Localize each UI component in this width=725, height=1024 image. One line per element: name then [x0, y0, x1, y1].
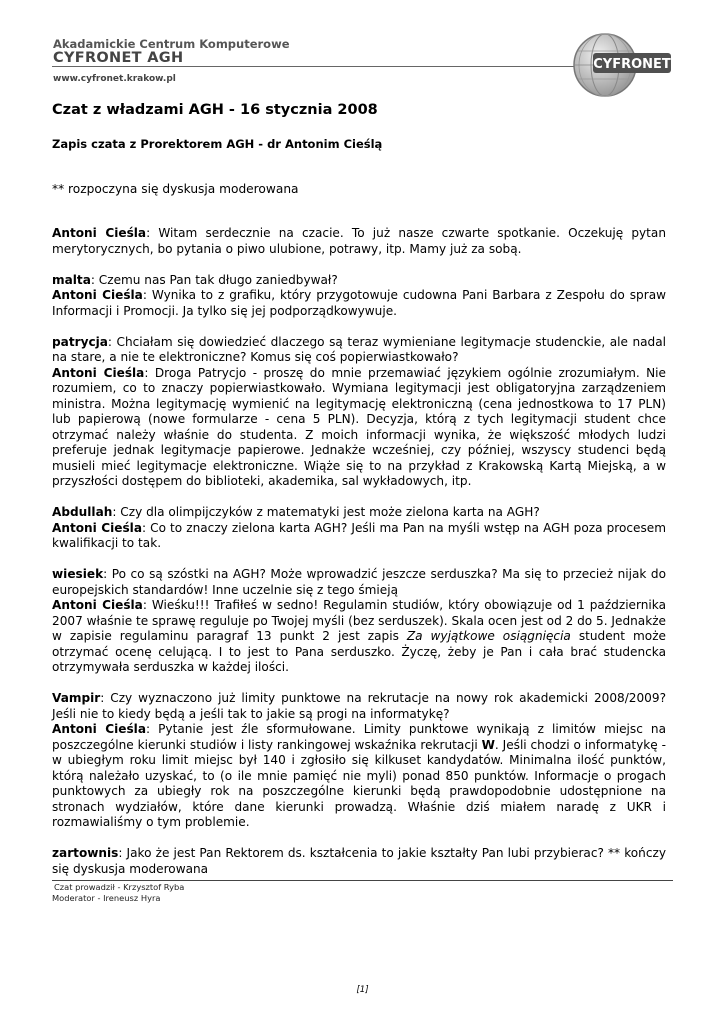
speaker-name: zartownis [52, 846, 119, 860]
message-text: student może otrzymać ocenę celującą. I to jest to Pana serduszko. Życzę, żeby je Pan i cała brać studencka otrzymywała serduszka w każdej ilości. [52, 629, 666, 674]
message-text: : Czy dla olimpijczyków z matematyki jest może zielona karta na AGH? [112, 505, 540, 519]
header-divider [52, 66, 608, 67]
message-text: : Co to znaczy zielona karta AGH? Jeśli ma Pan na myśli wstęp na AGH poza procesem kwalifikacji to tak. [52, 520, 666, 550]
chat-transcript [52, 226, 666, 893]
org-url: www.cyfronet.krakow.pl [53, 74, 176, 84]
speaker-name: malta [52, 272, 91, 287]
page-header [52, 35, 672, 95]
message-text: . Jeśli chodzi o informatykę - w ubiegłym roku limit miejsc był 140 i zgłosiło się kilkuset kandydatów. Minimalna ilość punktów, którą należało uzyskać, to (o ile mnie pamięć nie myli) ponad 850 punktów. Informacje o progach punktowych za ubiegły rok na poszczególne kierunki będą prawdopodobnie udostępnione na stronach wydziałów, które dane kierunki prowadzą. Właśnie dziś miałem naradę z UKR i rozmawialiśmy o tym problemie. [52, 737, 666, 829]
transcript-paragraph [52, 335, 666, 490]
org-name: Akadamickie Centrum Komputerowe [53, 37, 290, 51]
speaker-name: Vampir [52, 691, 101, 705]
speaker-name: Antoni Cieśla [52, 365, 145, 380]
message-text: : Wieśku!!! Trafiłeś w sedno! Regulamin studiów, który obowiązuje od 1 października 2007 właśnie te sprawę reguluje po Twojej myśli (bez serduszek). Skala ocen jest od 2 do 5. Jednakże w zapisie regulaminu paragraf 13 punkt 2 jest zapis [52, 598, 666, 643]
transcript-paragraph [52, 226, 666, 257]
footnote-divider [52, 880, 673, 881]
speaker-name: Antoni Cieśla [52, 722, 146, 736]
message-text: : Po co są szóstki na AGH? Może wprowadzić jeszcze serduszka? Ma się to przecież nijak do europejskich standardów! Inne uczelnie się z tego śmieją [52, 567, 666, 597]
speaker-name: wiesiek [52, 567, 104, 581]
org-title: CYFRONET AGH [53, 50, 184, 66]
message-text: : Wynika to z grafiku, który przygotowuje cudowna Pani Barbara z Zespołu do spraw Informacji i Promocji. Ja tylko się jej podporządkowywuje. [52, 288, 666, 318]
cyfronet-logo [567, 29, 675, 101]
speaker-name: Antoni Cieśla [52, 520, 142, 535]
transcript-paragraph [52, 505, 666, 552]
message-text: : Czemu nas Pan tak długo zaniedbywał? [90, 272, 338, 287]
speaker-name: Antoni Cieśla [52, 598, 143, 612]
transcript-paragraph [52, 691, 666, 831]
message-text: : Witam serdecznie na czacie. To już nasze czwarte spotkanie. Oczekuję pytan merytorycznych, bo pytania o piwo ulubione, potrawy, itp. Mamy już za sobą. [52, 226, 666, 256]
logo-text: CYFRONET [593, 57, 671, 72]
message-text: : Pytanie jest źle sformułowane. Limity punktowe wynikają z limitów miejsc na poszczególne kierunki studiów i listy rankingowej wskaźnika rekrutacji [52, 722, 666, 752]
message-text: : Jako że jest Pan Rektorem ds. kształcenia to jakie kształty Pan lubi przybierac? ** kończy się dyskusja moderowana [52, 846, 666, 876]
intro-note: ** rozpoczyna się dyskusja moderowana [52, 182, 299, 196]
transcript-paragraph [52, 567, 666, 676]
transcript-paragraph [52, 273, 666, 320]
bold-term: W [481, 737, 495, 752]
document-subtitle: Zapis czata z Prorektorem AGH - dr Antonim Cieślą [52, 137, 383, 151]
transcript-paragraph [52, 846, 666, 877]
document-title: Czat z władzami AGH - 16 stycznia 2008 [52, 102, 378, 118]
speaker-name: Antoni Cieśla [52, 288, 143, 302]
message-text: : Chciałam się dowiedzieć dlaczego są teraz wymieniane legitymacje studenckie, ale nadal na stare, a nie te elektroniczne? Komus się coś popierwiastkowało? [52, 334, 666, 364]
page-number: [1] [356, 985, 369, 995]
speaker-name: Antoni Cieśla [52, 226, 147, 240]
footnote-chat-host: Czat prowadził - Krzysztof Ryba [54, 882, 185, 892]
message-text: : Czy wyznaczono już limity punktowe na rekrutacje na nowy rok akademicki 2008/2009? Jeśli nie to kiedy będą a jeśli tak to jakie są progi na informatykę? [52, 691, 666, 721]
emphasized-quote: Za wyjątkowe osiągnięcia [406, 629, 571, 643]
speaker-name: patrycja [52, 334, 108, 349]
message-text: : Droga Patrycjo - proszę do mnie przemawiać językiem ogólnie zrozumiałym. Nie rozumiem, co to znaczy popierwiastkowało. Wymiana legitymacji jest obligatoryjna zarządzeniem ministra. Można legitymację wymienić na legitymację elektroniczną (cena jednostkowa to 17 PLN) lub papierową (nowe formularze - cena 5 PLN). Decyzja, którą z tych legitymacji student chce otrzymać należy właśnie do studenta. Z moich informacji wynika, że większość młodych ludzi preferuje jednak legitymacje papierowe. Jednakże wcześniej, czy później, wszyscy studenci będą musieli mieć legitymacje elektroniczne. Wiąże się to na przykład z Krakowską Kartą Miejską, a w przyszłości dostępem do biblioteki, akademika, sal wykładowych, itp. [52, 365, 666, 488]
speaker-name: Abdullah [52, 505, 113, 519]
footnote-moderator: Moderator - Ireneusz Hyra [52, 893, 161, 903]
